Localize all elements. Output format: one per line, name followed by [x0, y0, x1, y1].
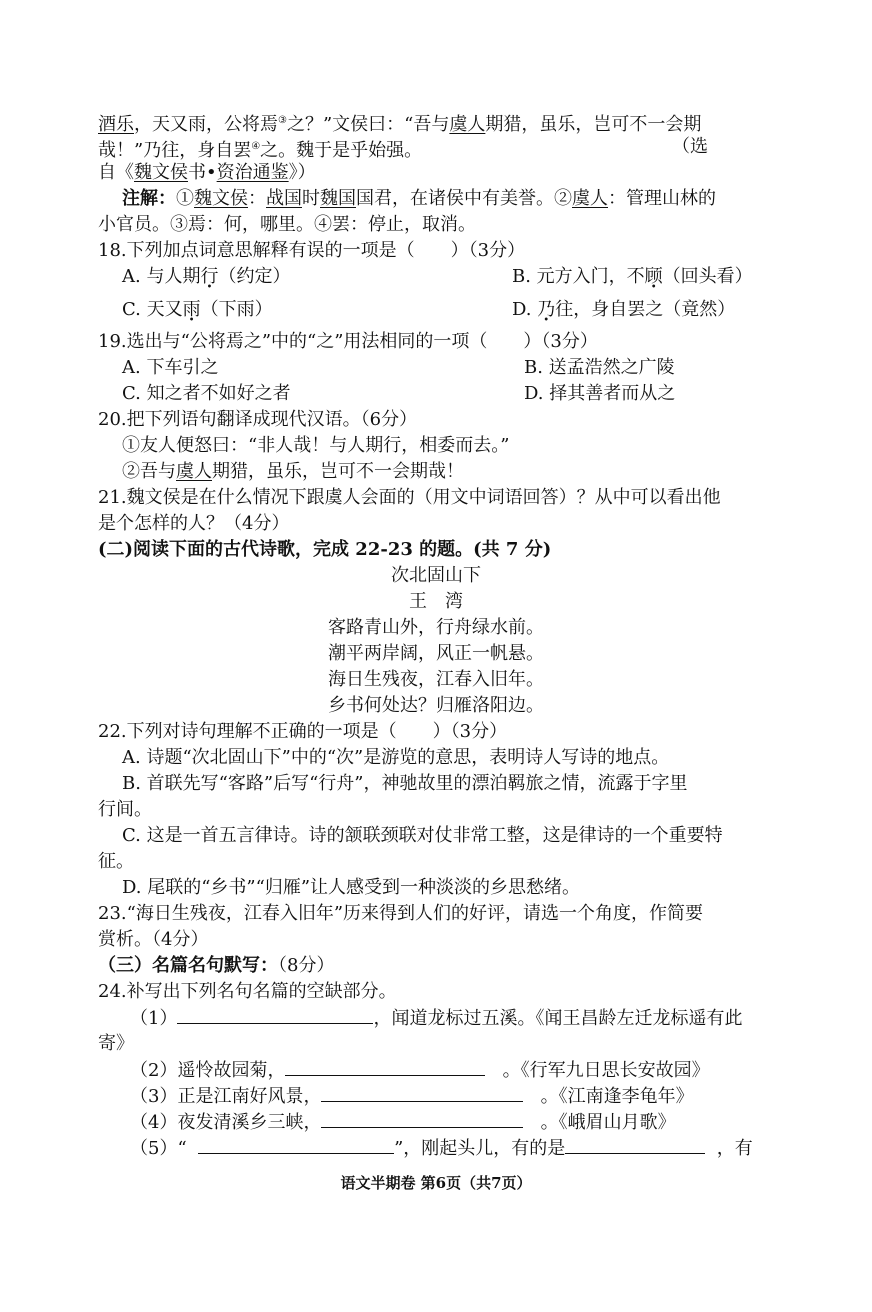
answer-blank[interactable] [321, 1083, 523, 1102]
poem-line: 海日生残夜，江春入旧年。 [328, 669, 544, 690]
section-2-heading: (二)阅读下面的古代诗歌，完成 22-23 的题。(共 7 分) [98, 539, 552, 560]
page-footer: 语文半期卷 第6页（共7页） [340, 1174, 532, 1192]
passage-line-2: 哉！”乃往，身自罢④之。魏于是乎始强。 （选 [98, 136, 708, 161]
q18-option-d: D. 乃往，身自罢之（竟然） [512, 299, 736, 320]
q18-option-c: C. 天又雨（下雨） [122, 299, 273, 320]
poem-title: 次北固山下 [391, 565, 481, 586]
annotation-line-2: 小官员。③焉：何，哪里。④罢：停止，取消。 [98, 214, 476, 235]
q24-item-5: （5）“ ”，刚起头儿，有的是 ，有 [130, 1135, 790, 1161]
q22-option-c-cont: 征。 [98, 851, 134, 872]
question-23-line-2: 赏析。（4分） [98, 929, 209, 950]
question-21-line-1: 21.魏文侯是在什么情况下跟虞人会面的（用文中词语回答）？从中可以看出他 [98, 487, 721, 508]
answer-blank[interactable] [198, 1135, 394, 1154]
question-18-stem: 18.下列加点词意思解释有误的一项是（ ）（3分） [98, 240, 526, 261]
q19-option-c: C. 知之者不如好之者 [122, 383, 291, 404]
answer-blank[interactable] [565, 1135, 705, 1154]
passage-line-1: 酒乐，天又雨，公将焉③之？”文侯曰：“吾与虞人期猎，虽乐，岂可不一会期 [98, 114, 702, 135]
q24-item-1: （1） ，闻道龙标过五溪。《闻王昌龄左迁龙标遥有此 [130, 1005, 790, 1031]
q22-option-d: D. 尾联的“乡书”“归雁”让人感受到一种淡淡的乡思愁绪。 [122, 877, 581, 898]
q24-item-3: （3）正是江南好风景， 。《江南逢李龟年》 [130, 1083, 790, 1109]
question-23-line-1: 23.“海日生残夜，江春入旧年”历来得到人们的好评，请选一个角度，作简要 [98, 903, 704, 924]
q20-sentence-2: ②吾与虞人期猎，虽乐，岂可不一会期哉！ [122, 461, 464, 482]
q24-item-1-cont: 寄》 [98, 1033, 134, 1054]
q18-option-b: B. 元方入门，不顾（回头看） [512, 266, 753, 287]
poem-line: 潮平两岸阔，风正一帆悬。 [328, 643, 544, 664]
q24-item-4: （4）夜发清溪乡三峡， 。《峨眉山月歌》 [130, 1109, 790, 1135]
q20-sentence-1: ①友人便怒曰：“非人哉！与人期行，相委而去。” [122, 435, 510, 456]
q22-option-a: A. 诗题“次北固山下”中的“次”是游览的意思，表明诗人写诗的地点。 [122, 747, 670, 768]
question-24-stem: 24.补写出下列名句名篇的空缺部分。 [98, 981, 397, 1002]
q19-option-d: D. 择其善者而从之 [524, 383, 676, 404]
question-19-stem: 19.选出与“公将焉之”中的“之”用法相同的一项（ ）（3分） [98, 331, 598, 352]
q22-option-b-cont: 行间。 [98, 799, 152, 820]
q19-option-b: B. 送孟浩然之广陵 [524, 357, 675, 378]
answer-blank[interactable] [321, 1109, 523, 1128]
answer-blank[interactable] [285, 1057, 485, 1076]
answer-blank[interactable] [177, 1005, 373, 1024]
annotation-line-1: 注解：①魏文侯：战国时魏国国君，在诸侯中有美誉。②虞人：管理山林的 [122, 188, 716, 209]
poem-line: 乡书何处达？归雁洛阳边。 [328, 695, 544, 716]
question-21-line-2: 是个怎样的人？（4分） [98, 513, 290, 534]
question-22-stem: 22.下列对诗句理解不正确的一项是（ ）（3分） [98, 721, 508, 742]
q18-option-a: A. 与人期行（约定） [122, 266, 291, 287]
poem-line: 客路青山外，行舟绿水前。 [328, 617, 544, 638]
underlined-term: 酒乐 [98, 114, 134, 135]
passage-source: 自《魏文侯书•资治通鉴》） [98, 162, 316, 183]
question-20-stem: 20.把下列语句翻译成现代汉语。（6分） [98, 409, 418, 430]
poem-author: 王 湾 [409, 591, 463, 612]
source-prefix: （选 [672, 136, 708, 157]
annotation-label: 注解： [122, 188, 176, 209]
q19-option-a: A. 下车引之 [122, 357, 219, 378]
q22-option-c: C. 这是一首五言律诗。诗的颔联颈联对仗非常工整，这是律诗的一个重要特 [122, 825, 723, 846]
q22-option-b: B. 首联先写“客路”后写“行舟”，神驰故里的漂泊羁旅之情，流露于字里 [122, 773, 688, 794]
q24-item-2: （2）遥怜故园菊， 。《行军九日思长安故园》 [130, 1057, 790, 1083]
section-3-heading: （三）名篇名句默写：（8分） [98, 955, 335, 976]
underlined-term: 虞人 [449, 114, 486, 135]
